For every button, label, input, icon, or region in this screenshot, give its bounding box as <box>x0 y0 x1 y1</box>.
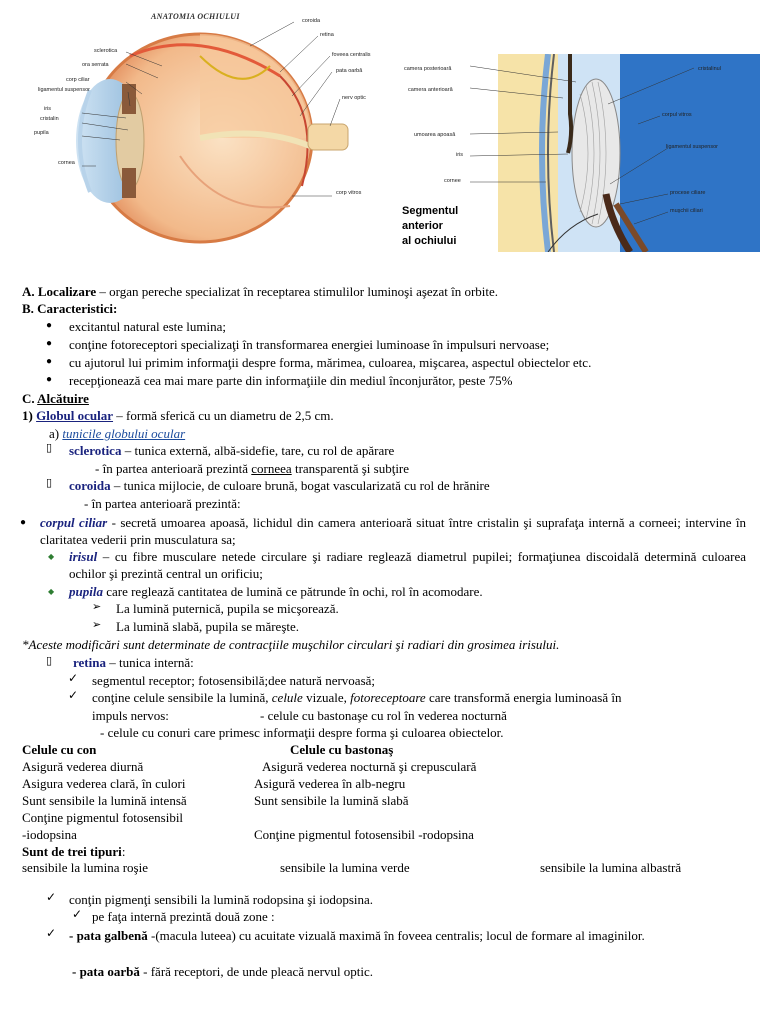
label-ligamentul: ligamentul suspensor <box>666 144 718 150</box>
table-cell: Asigura vederea clară, în culori <box>22 776 186 791</box>
check-icon: ✓ <box>72 907 83 921</box>
retina-item-3b: - celule cu bastonaşe cu rol în vederea nocturnă <box>260 708 507 723</box>
table-cell: Asigură vederea diurnă <box>22 759 144 774</box>
three-types-heading: Sunt de trei tipuri: <box>22 844 126 859</box>
irisul-paragraph: irisul – cu fibre musculare netede circulare şi radiare reglează diametrul pupilei; formaţiunea discoidală determină culoarea ochilor şi prezintă central un orificiu; <box>69 549 746 581</box>
table-cell: Asigură vederea nocturnă şi crepusculară <box>262 759 477 774</box>
label-foveea: foveea centralis <box>332 52 371 58</box>
label-corp-ciliar: corp ciliar <box>66 77 90 83</box>
retina-item-4: - celule cu conuri care primesc informaţii despre forma şi culoarea obiectelor. <box>100 725 504 740</box>
label-ora-serrata: ora serrata <box>82 62 109 68</box>
eye-figure-title: ANATOMIA OCHIULUI <box>151 12 240 21</box>
table-cell: Asigură vederea în alb-negru <box>254 776 406 791</box>
label-sclerotica: sclerotica <box>94 48 118 54</box>
arrow-bullet-icon: ➢ <box>92 618 102 631</box>
globul-ocular-line: 1) Globul ocular – formă sferică cu un diametru de 2,5 cm. <box>22 408 334 423</box>
coroida-sub-line: - în partea anterioară prezintă: <box>84 496 241 511</box>
table-header-con: Celule cu con <box>22 742 97 757</box>
bullet-dot: ● <box>46 356 53 367</box>
retina-item-3a: impuls nervos: <box>92 708 169 723</box>
pata-galbena-paragraph: - pata galbenă -(macula luteea) cu acuitate vizuală maximă în foveea centralis; locul de formare al imaginilor. <box>69 928 645 943</box>
arrow-bullet-icon: ➢ <box>92 600 102 613</box>
table-cell: -iodopsina <box>22 827 77 842</box>
eye-anatomy-drawing <box>30 6 370 250</box>
table-header-bastonas: Celule cu bastonaş <box>290 742 394 757</box>
retina-line: retina – tunica internă: <box>73 655 194 670</box>
square-bullet-icon: ▯ <box>46 441 53 454</box>
square-bullet-icon: ▯ <box>46 476 53 489</box>
check-icon: ✓ <box>68 671 79 685</box>
table-cell: Conţine pigmentul fotosensibil -rodopsina <box>254 827 474 842</box>
pupila-dim-line: La lumină slabă, pupila se măreşte. <box>116 619 300 634</box>
label-cristalinul: cristalinul <box>698 66 721 72</box>
bullet-dot: ● <box>46 338 53 349</box>
type-red: sensibile la lumina roşie <box>22 860 149 875</box>
retina-item-1: segmentul receptor; fotosensibilă;dee natură nervoasă; <box>92 673 376 688</box>
label-cornee: cornee <box>444 178 461 184</box>
label-corp-vitros: corp vitros <box>336 190 362 196</box>
label-umoarea-apoasa: umoarea apoasă <box>414 132 456 138</box>
diamond-bullet-icon: ◆ <box>48 552 55 561</box>
label-nerv-optic: nerv optic <box>342 95 366 101</box>
pata-oarba-line: - pata oarbă - fără receptori, de unde pleacă nervul optic. <box>72 964 374 979</box>
label-procese-ciliare: procese ciliare <box>670 190 706 196</box>
retina-item-2: conţine celule sensibile la lumină, celule vizuale, fotoreceptoare care transformă energia luminoasă în <box>92 690 622 705</box>
final-item-2: pe faţa internă prezintă două zone : <box>92 909 275 924</box>
table-cell: Sunt sensibile la lumină intensă <box>22 793 187 808</box>
list-item: recepţionează cea mai mare parte din informaţiile din mediul înconjurător, peste 75% <box>69 373 513 388</box>
check-icon: ✓ <box>46 890 57 904</box>
label-pupila: pupila <box>34 130 49 136</box>
label-cornea: cornea <box>58 160 75 166</box>
sclerotica-line: sclerotica – tunica externă, albă-sidefie, tare, cu rol de apărare <box>69 443 395 458</box>
note-line: *Aceste modificări sunt determinate de contracţiile muşchilor circulari şi radiari din grosimea irisului. <box>22 637 560 652</box>
type-green: sensibile la lumina verde <box>280 860 410 875</box>
label-iris-right: iris <box>456 152 464 158</box>
label-pata-oarba: pata oarbă <box>336 68 363 74</box>
label-corpul-vitros: corpul vitros <box>662 112 692 118</box>
check-icon: ✓ <box>46 926 57 940</box>
bullet-dot: ● <box>46 320 53 331</box>
label-camera-posterioara: camera posterioară <box>404 66 452 72</box>
pupila-line: pupila care reglează cantitatea de lumină ce pătrunde în ochi, rol în acomodare. <box>69 584 483 599</box>
coroida-line: coroida – tunica mijlocie, de culoare brună, bogat vascularizată cu rol de hrănire <box>69 478 490 493</box>
anterior-segment-title: Segmentul anterior al ochiului <box>402 205 459 247</box>
list-item: excitantul natural este lumina; <box>69 319 227 334</box>
bullet-dot: ● <box>46 374 53 385</box>
tunici-line: a) tunicile globului ocular <box>49 426 186 441</box>
diamond-bullet-icon: ◆ <box>48 587 55 596</box>
label-retina: retina <box>320 32 334 38</box>
label-coroida: coroida <box>302 18 321 24</box>
check-icon: ✓ <box>68 688 79 702</box>
table-cell: Sunt sensibile la lumină slabă <box>254 793 409 808</box>
label-iris: iris <box>44 106 52 112</box>
section-c-heading: C. Alcătuire <box>22 391 89 406</box>
sclerotica-cornea-line: - în partea anterioară prezintă corneea transparentă şi subţire <box>95 461 410 476</box>
label-camera-anterioara: camera anterioară <box>408 87 453 93</box>
bullet-dot: ● <box>20 517 27 528</box>
anterior-segment-figure <box>398 54 760 252</box>
label-muschii-ciliari: muşchii ciliari <box>670 208 703 214</box>
table-cell: Conţine pigmentul fotosensibil <box>22 810 184 825</box>
pupila-bright-line: La lumină puternică, pupila se micşorează. <box>116 601 339 616</box>
type-blue: sensibile la lumina albastră <box>540 860 682 875</box>
list-item: conţine fotoreceptori specializaţi în transformarea energiei luminoase în impulsuri nervoase; <box>69 337 550 352</box>
label-ligament: ligamentul suspensor <box>38 87 90 93</box>
label-cristalin: cristalin <box>40 116 59 122</box>
final-item-1: conţin pigmenţi sensibili la lumină rodopsina şi iodopsina. <box>69 892 374 907</box>
eye-anatomy-figure <box>30 6 370 250</box>
square-bullet-icon: ▯ <box>46 654 53 667</box>
section-a: A. Localizare – organ pereche specializat în receptarea stimulilor luminoşi aşezat în orbite. <box>22 284 499 299</box>
section-b-heading: B. Caracteristici: <box>22 301 118 316</box>
corpul-ciliar-paragraph: corpul ciliar - secretă umoarea apoasă, lichidul din camera anterioară situat între cristalin şi suprafaţa internă a corneei; intervine în claritatea vederii prin musculatura sa; <box>40 515 746 547</box>
list-item: cu ajutorul lui primim informaţii despre forma, mărimea, culoarea, mişcarea, aspectul obiectelor etc. <box>69 355 592 370</box>
